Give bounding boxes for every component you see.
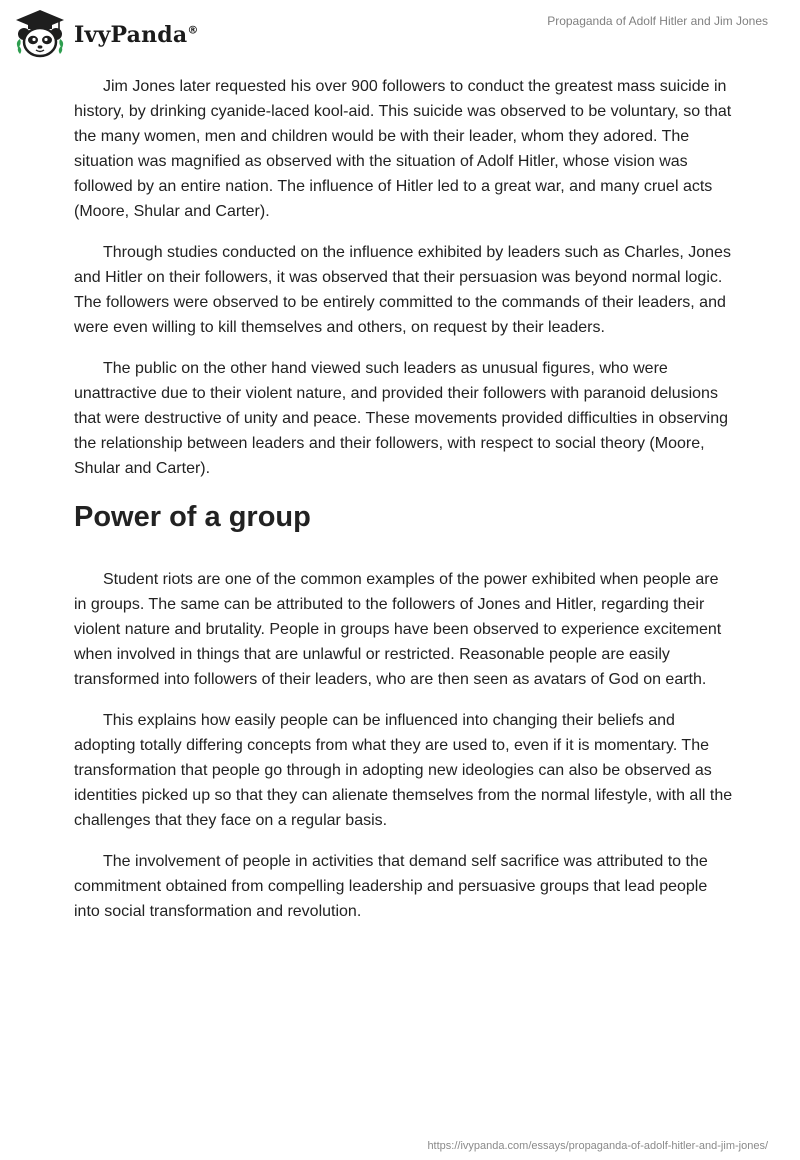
paragraph: Jim Jones later requested his over 900 followers to conduct the greatest mass suicide in history, by drinking cyanide-laced kool-aid. This suicide was observed to be voluntary, so that the many women, men and children would be with their leader, whom they adored. The situation was magnified as observed with the situation of Adolf Hitler, whose vision was followed by an entire nation. The influence of Hitler led to a great war, and many cruel acts (Moore, Shular and Carter). xyxy=(74,78,732,220)
article-body xyxy=(74,74,734,940)
section-heading: Power of a group xyxy=(74,501,311,533)
registered-mark: ® xyxy=(187,23,199,37)
paragraph: Through studies conducted on the influence exhibited by leaders such as Charles, Jones and Hitler on their followers, it was observed that their persuasion was beyond normal logic. The followers were observed to be entirely committed to the commands of their leaders, and were even willing to kill themselves and others, on request by their leaders. xyxy=(74,244,731,336)
paragraph: The involvement of people in activities that demand self sacrifice was attributed to the commitment obtained from compelling leadership and persuasive groups that lead people into social transformation and revolution. xyxy=(74,853,708,920)
source-url[interactable]: https://ivypanda.com/essays/propaganda-of-adolf-hitler-and-jim-jones/ xyxy=(427,1140,768,1152)
paragraph: Student riots are one of the common examples of the power exhibited when people are in groups. The same can be attributed to the followers of Jones and Hitler, regarding their violent nature and brutality. People in groups have been observed to experience excitement when involved in things that are unlawful or restricted. Reasonable people are easily transformed into followers of their leaders, who are then seen as avatars of God on earth. xyxy=(74,571,722,688)
ivypanda-logo[interactable] xyxy=(14,8,199,58)
document-title: Propaganda of Adolf Hitler and Jim Jones xyxy=(547,14,768,28)
paragraph: This explains how easily people can be influenced into changing their beliefs and adopting totally differing concepts from what they are used to, even if it is momentary. The transformation that people go through in adopting new ideologies can also be observed as identities picked up so that they can alienate themselves from the normal lifestyle, with all the challenges that they face on a regular basis. xyxy=(74,712,733,829)
brand-name: IvyPanda® xyxy=(74,22,199,48)
panda-graduate-icon xyxy=(14,8,66,58)
page-header xyxy=(0,0,800,70)
paragraph: The public on the other hand viewed such leaders as unusual figures, who were unattractive due to their violent nature, and provided their followers with paranoid delusions that were destructive of unity and peace. These movements provided difficulties in observing the relationship between leaders and their followers, with respect to social theory (Moore, Shular and Carter). xyxy=(74,360,728,477)
